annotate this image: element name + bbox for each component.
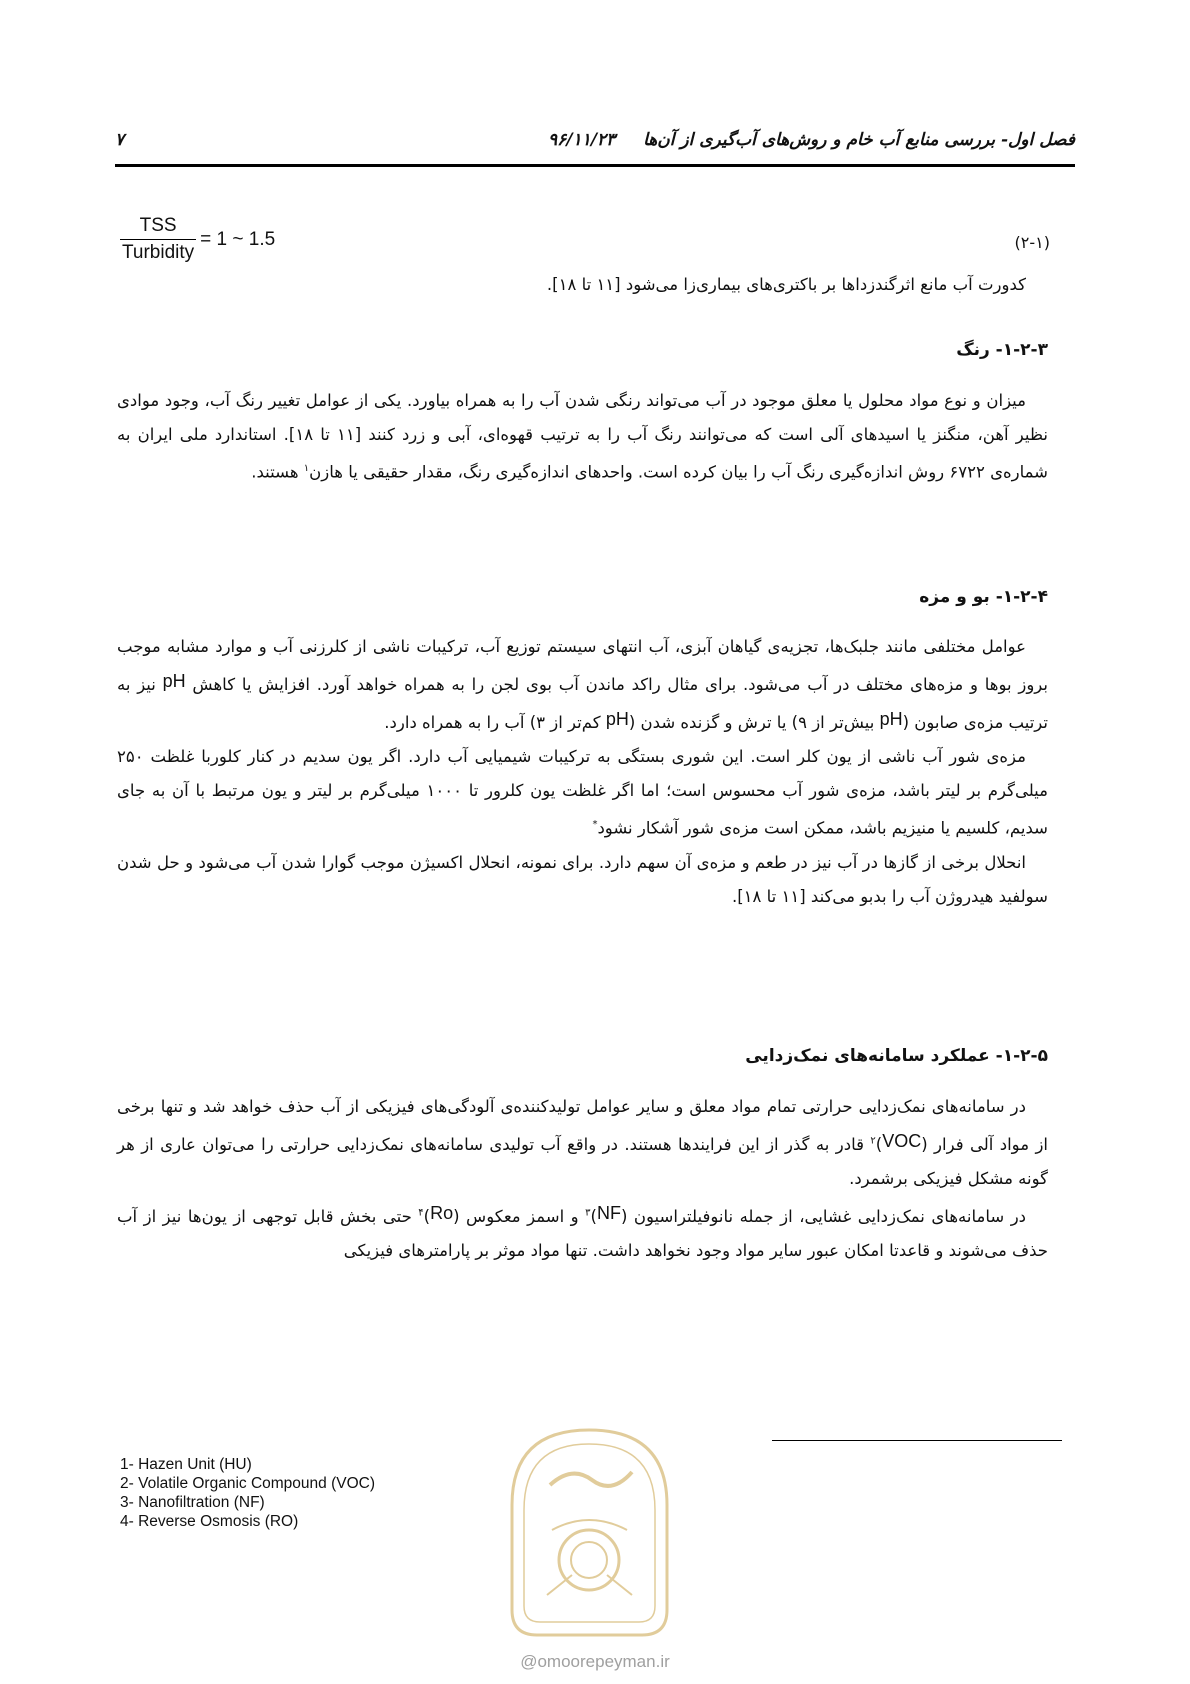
section-heading-color: ۱-۲-۳- رنگ [956,340,1048,360]
footnotes [120,1455,375,1531]
equation-denominator: Turbidity [122,242,195,263]
footnote-item: 3- Nanofiltration (NF) [120,1494,265,1511]
paragraph-text: هستند. [251,462,304,482]
nf-term: NF [596,1203,621,1223]
footnote-divider [772,1440,1062,1441]
paragraph-text: و اسمز معکوس ( [453,1207,586,1226]
voc-term: VOC [882,1131,922,1151]
ro-term: Ro [430,1203,454,1223]
ph-term: pH [879,709,903,729]
paragraph-text: در سامانه‌های نمک‌زدایی غشایی، از جمله نانوفیلتراسیون ( [620,1207,1027,1226]
intro-text: کدورت آب مانع اثرگندزداها بر باکتری‌های بیماری‌زا می‌شود [۱۱ تا ۱۸]. [546,275,1026,294]
footnote-item: 4- Reverse Osmosis (RO) [120,1513,299,1530]
section-color-body [117,384,1048,490]
paragraph [117,384,1048,490]
equation-numerator: TSS [139,215,177,236]
equation-number: (۲-۱) [1014,233,1050,252]
section-odor-body [117,630,1048,914]
footnote-ref: ۴ [418,1207,424,1219]
paragraph-text: در سامانه‌های نمک‌زدایی حرارتی تمام مواد معلق و سایر عوامل تولیدکننده‌ی آلودگی‌های فیزیکی از آب حذف خواهد شد و تنها برخی از مواد آلی فرار ( [117,1097,1048,1154]
paragraph [117,846,1048,914]
chapter-title [548,130,1075,150]
page-header [115,128,1075,162]
paragraph-text: مزه‌ی شور آب ناشی از یون کلر است. این شوری بستگی به ترکیبات شیمیایی آب دارد. اگر یون سدیم در کنار کلوربا غلظت ۲۵۰ میلی‌گرم بر لیتر باشد، مزه‌ی شور آب محسوس است؛ اما اگر غلظت یون کلرور تا ۱۰۰۰ میلی‌گرم بر لیتر و یون مرتبط با آن به جای سدیم، کلسیم یا منیزیم باشد، ممکن است مزه‌ی شور آشکار نشود [117,747,1048,838]
watermark-seal [492,1410,687,1645]
section-heading-desalination: ۱-۲-۵- عملکرد سامانه‌های نمک‌زدایی [745,1046,1048,1066]
header-date: ۹۶/۱۱/۲۳ [547,130,616,150]
chapter-title-text: فصل اول- بررسی منابع آب خام و روش‌های آب‌گیری از آن‌ها [643,130,1075,150]
equation [120,215,275,264]
footnote-ref: ۱ [303,463,310,474]
section-desal-body [117,1090,1048,1268]
footnote-item: 2- Volatile Organic Compound (VOC) [120,1475,376,1492]
intro-paragraph [117,268,1048,302]
paragraph-text: قادر به گذر از این فرایندها هستند. در واقع آب تولیدی سامانه‌های نمک‌زدایی حرارتی را می‌توان عاری از هر گونه مشکل فیزیکی برشمرد. [117,1135,1048,1188]
paragraph [117,630,1048,740]
paragraph-text: عوامل مختلفی مانند جلبک‌ها، تجزیه‌ی گیاهان آبزی، آب انتهای سیستم توزیع آب، ترکیبات ناشی از کلرزنی آب و موارد مشابه موجب بروز بوها و مزه‌های مختلف در آب می‌شود. برای مثال راکد ماندن آب بوی لجن را به همراه خواهد آورد. افزایش یا کاهش [117,637,1048,694]
paragraph-text: انحلال برخی از گازها در آب نیز در طعم و مزه‌ی آن سهم دارد. برای نمونه، انحلال اکسیژن موجب گوارا شدن آب می‌شود و حل شدن سولفید هیدروژن آب را بدبو می‌کند [۱۱ تا ۱۸]. [117,852,1048,906]
paragraph: در سامانه‌های نمک‌زدایی حرارتی تمام مواد معلق و سایر عوامل تولیدکننده‌ی آلودگی‌های فیزیکی از آب حذف خواهد شد و تنها برخی از مواد آلی فرار (VOC)$^۲$ قادر به گذر از این فرایندها هستند. در واقع آب تولیدی سامانه‌های نمک‌زدایی حرارتی را می‌توان عاری از هر گونه مشکل فیزیکی برشمرد. [117,1097,1048,1188]
ph-term: pH [605,709,629,729]
equation-fraction [120,215,196,264]
paragraph-text: بیش‌تر از ۹) یا ترش و گزنده شدن ( [628,713,880,732]
paragraph [117,740,1048,846]
header-divider [115,164,1075,167]
paragraph-text: حتی بخش قابل توجهی از یون‌ها نیز از آب حذف می‌شوند و قاعدتا امکان عبور سایر مواد وجود نخواهد داشت. تنها مواد موثر بر پارامترهای فیزیکی [117,1207,1048,1260]
paragraph-text: نیز به ترتیب مزه‌ی صابون ( [117,675,1048,732]
footnote-ref: ۲ [870,1135,876,1147]
paragraph-text: کم‌تر از ۳) آب را به همراه دارد. [384,713,606,732]
watermark-site-text: @omoorepeyman.ir [520,1652,670,1671]
paragraph-text: میزان و نوع مواد محلول یا معلق موجود در آب می‌تواند رنگی شدن آب را به همراه بیاورد. یکی از عوامل تغییر رنگ آب، وجود موادی نظیر آهن، منگنز یا اسیدهای آلی است که می‌توانند رنگ آب را به ترتیب قهوه‌ای، آبی و زرد کنند [۱۱ تا ۱۸]. استاندارد ملی ایران به شماره‌ی ۶۷۲۲ روش اندازه‌گیری رنگ آب را بیان کرده است. واحدهای اندازه‌گیری رنگ، مقدار حقیقی یا هازن [117,391,1048,482]
footnote-item: 1- Hazen Unit (HU) [120,1456,252,1473]
paragraph: در سامانه‌های نمک‌زدایی غشایی، از جمله نانوفیلتراسیون (NF)$^۳$ و اسمز معکوس $(Ro)^۴$ حتی بخش قابل توجهی از یون‌ها نیز از آب حذف می‌شوند و قاعدتا امکان عبور سایر مواد وجود نخواهد داشت. تنها مواد موثر بر پارامترهای فیزیکی [117,1203,1048,1260]
equation-rhs: = 1 ~ 1.5 [200,228,276,250]
section-heading-odor-taste: ۱-۲-۴- بو و مزه [919,587,1048,607]
note-mark: * [592,819,598,830]
footnote-ref: ۳ [585,1207,591,1219]
page-number: ۷ [115,130,125,150]
ph-term: pH [162,671,186,691]
